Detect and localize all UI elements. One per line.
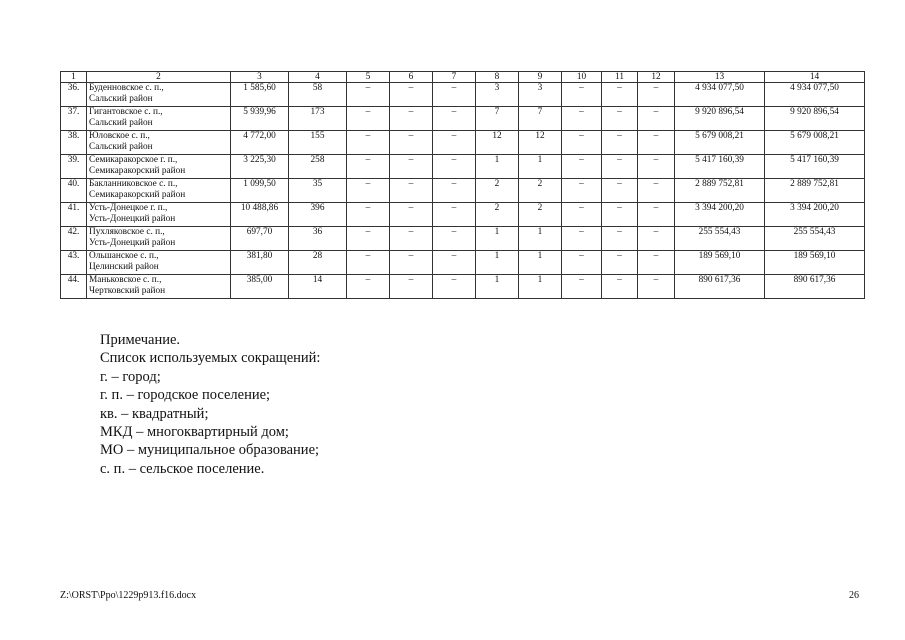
settlement-name xyxy=(87,83,231,107)
cell-c9: 1 xyxy=(519,227,562,251)
cell-c14: 9 920 896,54 xyxy=(765,107,865,131)
cell-c5: – xyxy=(347,275,390,299)
cell-c8: 2 xyxy=(476,179,519,203)
cell-c7: – xyxy=(433,251,476,275)
settlement-name-line: Юловское с. п., xyxy=(89,131,150,141)
cell-c13: 5 679 008,21 xyxy=(675,131,765,155)
cell-c7: – xyxy=(433,275,476,299)
district-name-line: Семикаракорский район xyxy=(89,190,186,200)
table-row xyxy=(61,155,865,179)
cell-c14: 5 679 008,21 xyxy=(765,131,865,155)
row-number: 36. xyxy=(61,83,87,107)
page-number: 26 xyxy=(849,590,859,601)
cell-c5: – xyxy=(347,179,390,203)
settlement-name-line: Ольшанское с. п., xyxy=(89,251,159,261)
cell-c3: 381,80 xyxy=(231,251,289,275)
district-name-line: Сальский район xyxy=(89,118,153,128)
cell-c5: – xyxy=(347,155,390,179)
cell-c4: 58 xyxy=(289,83,347,107)
note-line: с. п. – сельское поселение. xyxy=(100,460,265,477)
district-name-line: Семикаракорский район xyxy=(89,166,186,176)
settlement-name xyxy=(87,227,231,251)
cell-c9: 2 xyxy=(519,203,562,227)
cell-c12: – xyxy=(638,179,675,203)
cell-c10: – xyxy=(562,203,602,227)
cell-c6: – xyxy=(390,275,433,299)
cell-c9: 1 xyxy=(519,251,562,275)
cell-c5: – xyxy=(347,131,390,155)
cell-c12: – xyxy=(638,227,675,251)
cell-c11: – xyxy=(602,275,638,299)
cell-c6: – xyxy=(390,83,433,107)
cell-c12: – xyxy=(638,131,675,155)
column-header: 4 xyxy=(289,72,347,83)
cell-c13: 9 920 896,54 xyxy=(675,107,765,131)
cell-c10: – xyxy=(562,83,602,107)
cell-c7: – xyxy=(433,83,476,107)
cell-c14: 5 417 160,39 xyxy=(765,155,865,179)
cell-c8: 12 xyxy=(476,131,519,155)
district-name-line: Целинский район xyxy=(89,262,159,272)
cell-c12: – xyxy=(638,275,675,299)
cell-c9: 2 xyxy=(519,179,562,203)
row-number: 44. xyxy=(61,275,87,299)
cell-c7: – xyxy=(433,155,476,179)
cell-c11: – xyxy=(602,203,638,227)
cell-c4: 258 xyxy=(289,155,347,179)
cell-c5: – xyxy=(347,107,390,131)
district-name-line: Усть-Донецкий район xyxy=(89,214,176,224)
column-header: 10 xyxy=(562,72,602,83)
cell-c3: 697,70 xyxy=(231,227,289,251)
column-header: 7 xyxy=(433,72,476,83)
cell-c9: 1 xyxy=(519,155,562,179)
cell-c4: 28 xyxy=(289,251,347,275)
settlement-name-line: Буденновское с. п., xyxy=(89,83,164,93)
cell-c3: 3 225,30 xyxy=(231,155,289,179)
table-row xyxy=(61,227,865,251)
settlement-name xyxy=(87,275,231,299)
cell-c11: – xyxy=(602,83,638,107)
column-header: 9 xyxy=(519,72,562,83)
row-number: 37. xyxy=(61,107,87,131)
cell-c6: – xyxy=(390,203,433,227)
column-header: 1 xyxy=(61,72,87,83)
cell-c6: – xyxy=(390,155,433,179)
cell-c14: 890 617,36 xyxy=(765,275,865,299)
settlement-name-line: Бакланниковское с. п., xyxy=(89,179,178,189)
note-line: г. п. – городское поселение; xyxy=(100,387,271,404)
cell-c13: 255 554,43 xyxy=(675,227,765,251)
settlement-name xyxy=(87,107,231,131)
district-name-line: Сальский район xyxy=(89,94,153,104)
cell-c14: 255 554,43 xyxy=(765,227,865,251)
note-line: МО – муниципальное образование; xyxy=(100,442,320,459)
settlement-name-line: Маньковское с. п., xyxy=(89,275,162,285)
cell-c13: 4 934 077,50 xyxy=(675,83,765,107)
cell-c3: 4 772,00 xyxy=(231,131,289,155)
table-body xyxy=(61,83,865,299)
abbreviations-note xyxy=(100,331,320,478)
cell-c6: – xyxy=(390,227,433,251)
cell-c7: – xyxy=(433,179,476,203)
cell-c6: – xyxy=(390,131,433,155)
settlement-name-line: Пухляковское с. п., xyxy=(89,227,165,237)
cell-c5: – xyxy=(347,203,390,227)
cell-c13: 5 417 160,39 xyxy=(675,155,765,179)
column-header: 6 xyxy=(390,72,433,83)
cell-c7: – xyxy=(433,131,476,155)
cell-c10: – xyxy=(562,107,602,131)
column-header: 14 xyxy=(765,72,865,83)
cell-c10: – xyxy=(562,251,602,275)
table-row xyxy=(61,131,865,155)
cell-c8: 1 xyxy=(476,227,519,251)
data-table xyxy=(60,71,865,299)
cell-c11: – xyxy=(602,179,638,203)
district-name-line: Сальский район xyxy=(89,142,153,152)
settlement-name xyxy=(87,179,231,203)
note-line: г. – город; xyxy=(100,368,161,385)
table-row xyxy=(61,275,865,299)
settlement-name xyxy=(87,251,231,275)
table-row xyxy=(61,203,865,227)
cell-c8: 3 xyxy=(476,83,519,107)
column-header: 12 xyxy=(638,72,675,83)
cell-c13: 3 394 200,20 xyxy=(675,203,765,227)
row-number: 39. xyxy=(61,155,87,179)
cell-c9: 7 xyxy=(519,107,562,131)
cell-c10: – xyxy=(562,275,602,299)
note-line: кв. – квадратный; xyxy=(100,405,209,422)
cell-c5: – xyxy=(347,227,390,251)
cell-c3: 10 488,86 xyxy=(231,203,289,227)
cell-c13: 189 569,10 xyxy=(675,251,765,275)
cell-c12: – xyxy=(638,155,675,179)
cell-c14: 3 394 200,20 xyxy=(765,203,865,227)
cell-c8: 2 xyxy=(476,203,519,227)
column-header: 5 xyxy=(347,72,390,83)
cell-c14: 189 569,10 xyxy=(765,251,865,275)
cell-c13: 2 889 752,81 xyxy=(675,179,765,203)
cell-c14: 2 889 752,81 xyxy=(765,179,865,203)
cell-c11: – xyxy=(602,155,638,179)
cell-c4: 36 xyxy=(289,227,347,251)
row-number: 42. xyxy=(61,227,87,251)
cell-c8: 1 xyxy=(476,155,519,179)
cell-c11: – xyxy=(602,107,638,131)
table-row xyxy=(61,107,865,131)
column-header: 2 xyxy=(87,72,231,83)
cell-c11: – xyxy=(602,227,638,251)
cell-c8: 7 xyxy=(476,107,519,131)
settlement-name-line: Усть-Донецкое г. п., xyxy=(89,203,168,213)
district-name-line: Усть-Донецкий район xyxy=(89,238,176,248)
settlement-name-line: Гигантовское с. п., xyxy=(89,107,163,117)
row-number: 43. xyxy=(61,251,87,275)
cell-c13: 890 617,36 xyxy=(675,275,765,299)
cell-c10: – xyxy=(562,179,602,203)
note-line: МКД – многоквартирный дом; xyxy=(100,424,289,441)
footer-file-path: Z:\ORST\Ppo\1229p913.f16.docx xyxy=(60,590,197,601)
cell-c10: – xyxy=(562,131,602,155)
settlement-name xyxy=(87,155,231,179)
cell-c3: 1 585,60 xyxy=(231,83,289,107)
cell-c5: – xyxy=(347,83,390,107)
cell-c9: 1 xyxy=(519,275,562,299)
cell-c8: 1 xyxy=(476,275,519,299)
cell-c7: – xyxy=(433,107,476,131)
table-row xyxy=(61,251,865,275)
cell-c12: – xyxy=(638,107,675,131)
cell-c3: 1 099,50 xyxy=(231,179,289,203)
note-title: Примечание. xyxy=(100,332,181,348)
cell-c4: 35 xyxy=(289,179,347,203)
cell-c11: – xyxy=(602,251,638,275)
cell-c3: 385,00 xyxy=(231,275,289,299)
cell-c8: 1 xyxy=(476,251,519,275)
cell-c12: – xyxy=(638,251,675,275)
cell-c4: 14 xyxy=(289,275,347,299)
cell-c3: 5 939,96 xyxy=(231,107,289,131)
row-number: 41. xyxy=(61,203,87,227)
settlement-name xyxy=(87,131,231,155)
cell-c6: – xyxy=(390,179,433,203)
cell-c4: 396 xyxy=(289,203,347,227)
cell-c4: 173 xyxy=(289,107,347,131)
cell-c9: 12 xyxy=(519,131,562,155)
row-number: 40. xyxy=(61,179,87,203)
cell-c14: 4 934 077,50 xyxy=(765,83,865,107)
cell-c11: – xyxy=(602,131,638,155)
table-row xyxy=(61,83,865,107)
note-line: Список используемых сокращений: xyxy=(100,350,321,367)
cell-c6: – xyxy=(390,251,433,275)
cell-c12: – xyxy=(638,203,675,227)
table-header xyxy=(61,72,865,83)
row-number: 38. xyxy=(61,131,87,155)
cell-c12: – xyxy=(638,83,675,107)
cell-c7: – xyxy=(433,203,476,227)
cell-c10: – xyxy=(562,155,602,179)
cell-c7: – xyxy=(433,227,476,251)
cell-c10: – xyxy=(562,227,602,251)
cell-c6: – xyxy=(390,107,433,131)
settlement-name-line: Семикаракорское г. п., xyxy=(89,155,178,165)
district-name-line: Чертковский район xyxy=(89,286,166,296)
cell-c4: 155 xyxy=(289,131,347,155)
table-row xyxy=(61,179,865,203)
column-header: 11 xyxy=(602,72,638,83)
table-header-row xyxy=(61,72,865,83)
column-header: 13 xyxy=(675,72,765,83)
settlement-name xyxy=(87,203,231,227)
column-header: 3 xyxy=(231,72,289,83)
column-header: 8 xyxy=(476,72,519,83)
cell-c5: – xyxy=(347,251,390,275)
cell-c9: 3 xyxy=(519,83,562,107)
